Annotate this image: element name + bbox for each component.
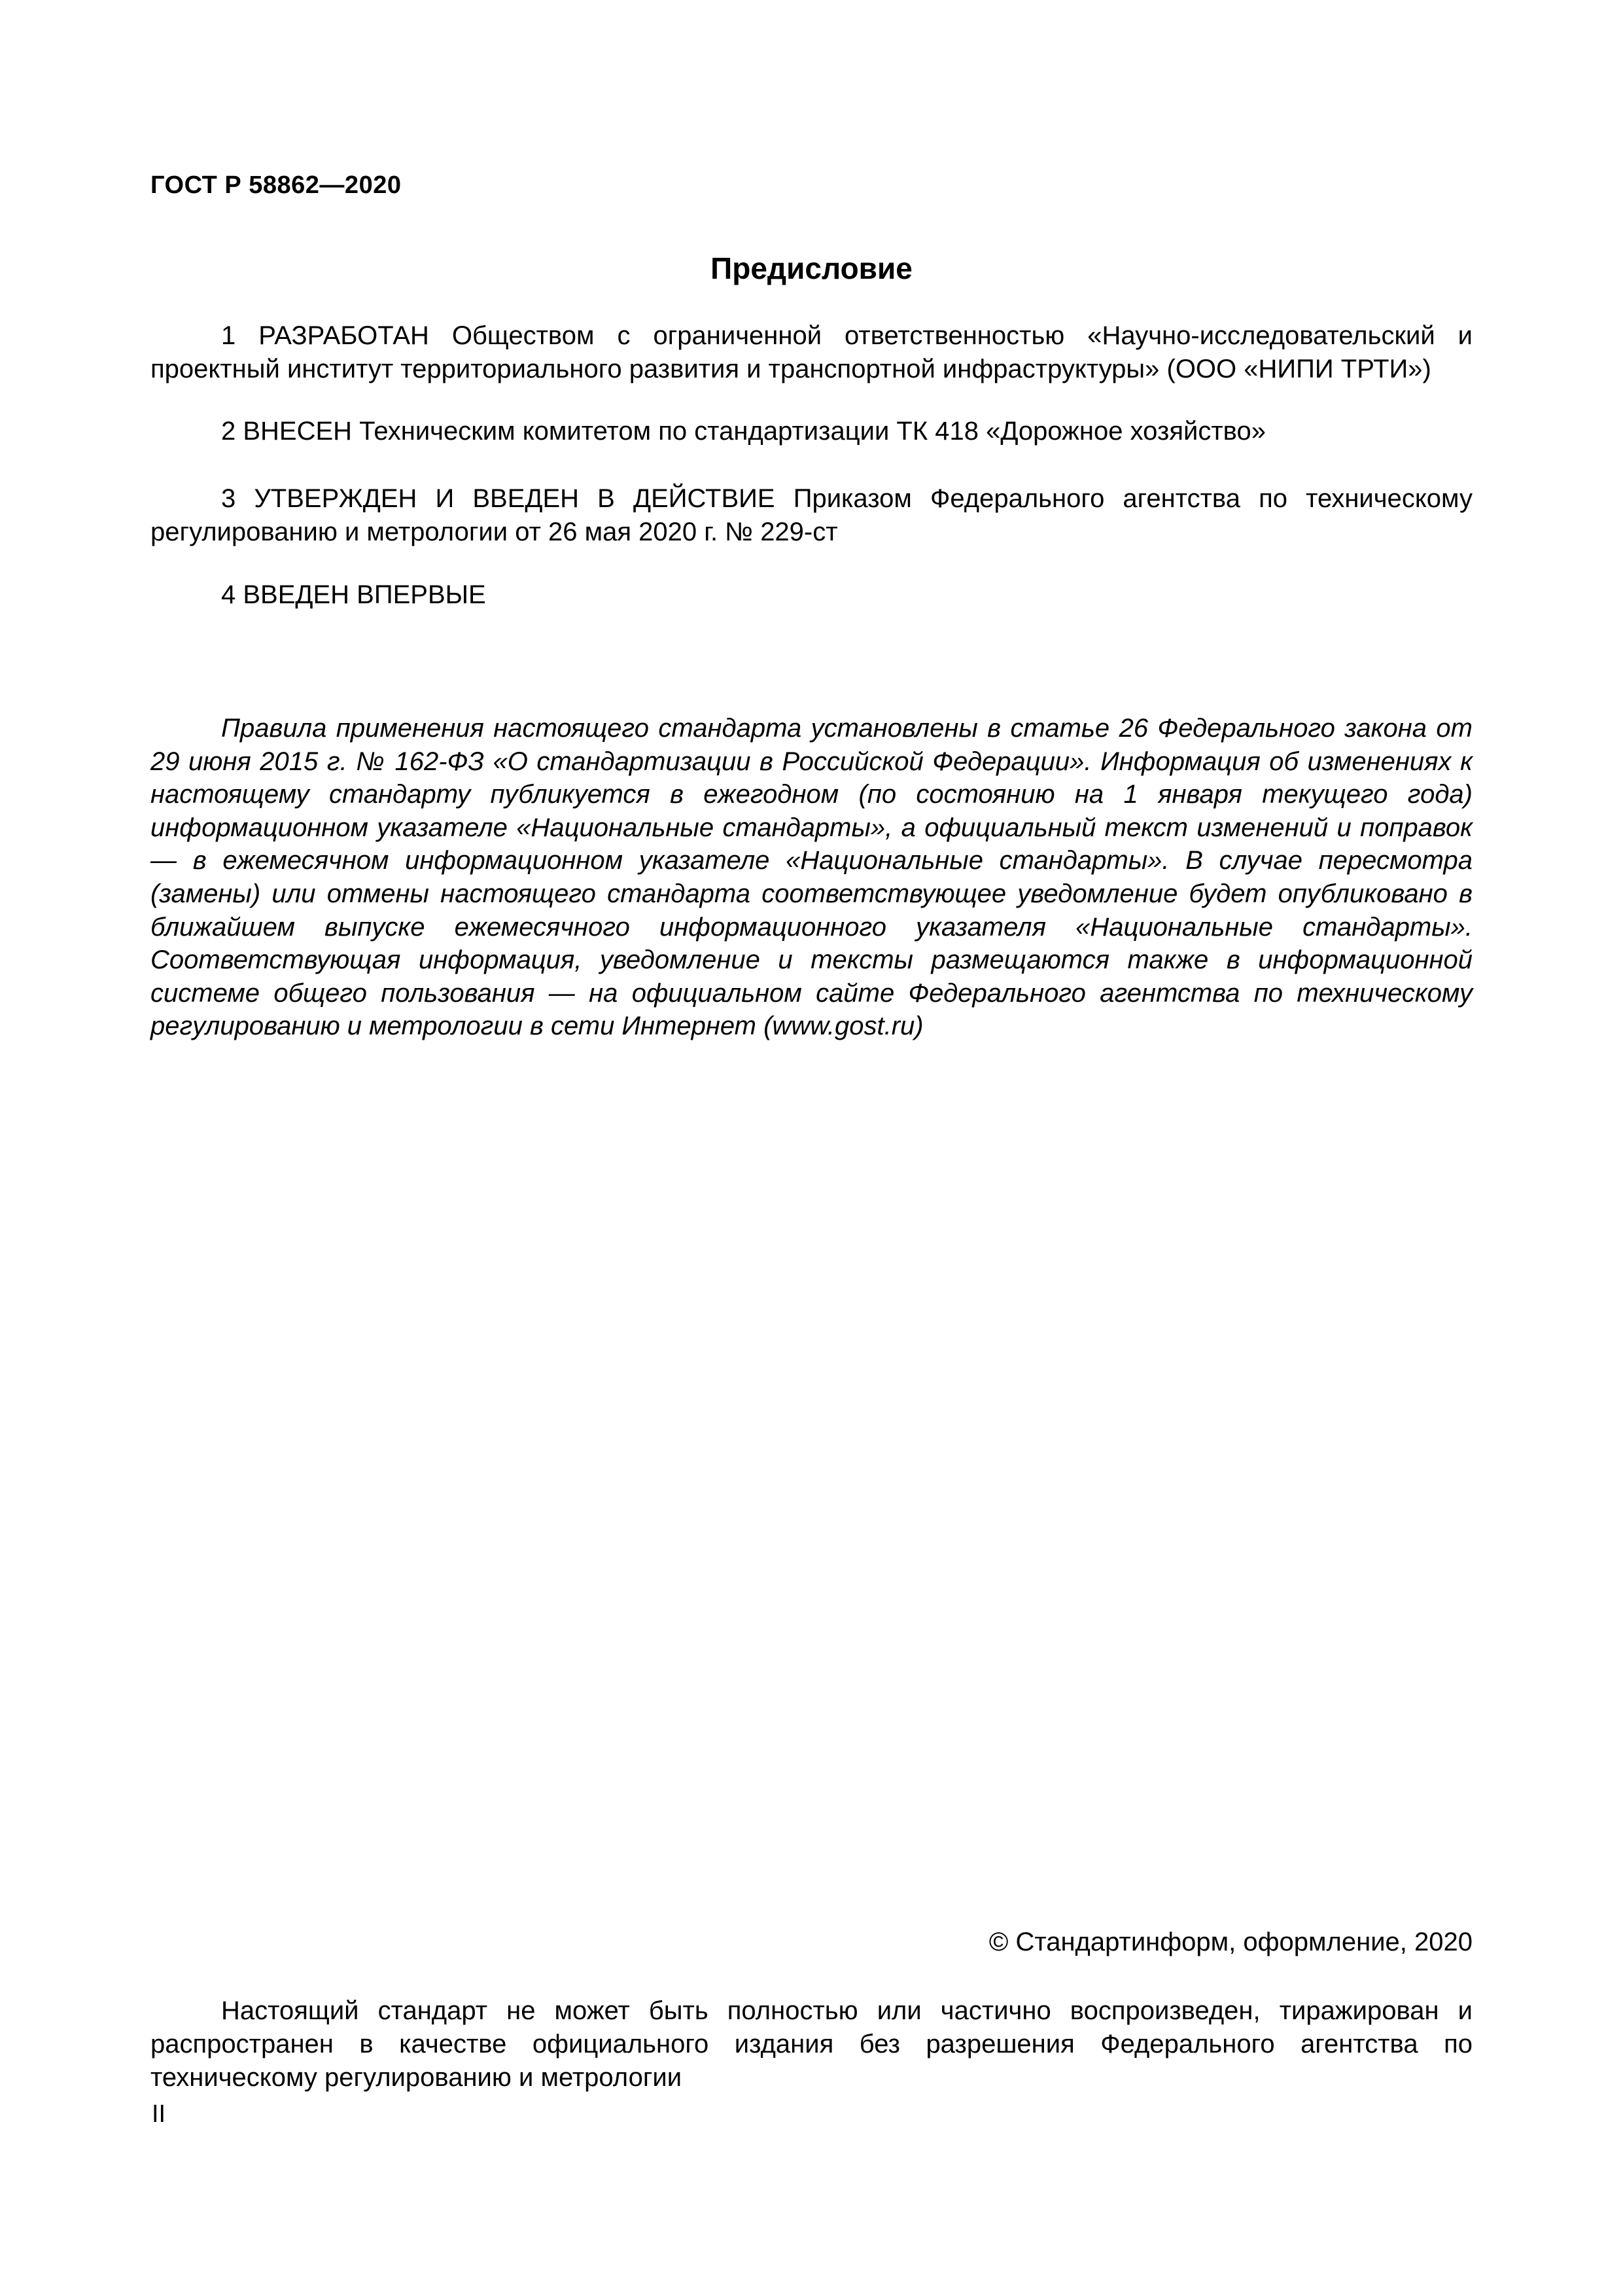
preface-item-approved: 3 УТВЕРЖДЕН И ВВЕДЕН В ДЕЙСТВИЕ Приказом Федерального агентства по техническому регулированию и метрологии от 26 мая 2020 г. № 229-ст bbox=[150, 484, 1473, 546]
reproduction-rights-notice: Настоящий стандарт не может быть полностью или частично воспроизведен, тиражирован и распространен в качестве официального издания без разрешения Федерального агентства по техническому регулированию и метрологии bbox=[150, 1996, 1473, 2092]
document-code: ГОСТ Р 58862—2020 bbox=[150, 171, 402, 199]
application-rules-notice: Правила применения настоящего стандарта установлены в статье 26 Федерального закона от 29 июня 2015 г. № 162-ФЗ «О стандартизации в Российской Федерации». Информация об изменениях к настоящему стандарту публикуется в ежегодном (по состоянию на 1 января текущего года) информационном указателе «Национальные стандарты», а официальный текст изменений и поправок — в ежемесячном информационном указателе «Национальные стандарты». В случае пересмотра (замены) или отмены настоящего стандарта соответствующее уведомление будет опубликовано в ближайшем выпуске ежемесячного информационного указателя «Национальные стандарты». Соответствующая информация, уведомление и тексты размещаются также в информационной системе общего пользования — на официальном сайте Федерального агентства по техническому регулированию и метрологии в сети Интернет (www.gost.ru) bbox=[150, 714, 1473, 1041]
preface-item-introduced: 2 ВНЕСЕН Техническим комитетом по стандартизации ТК 418 «Дорожное хозяйство» bbox=[221, 417, 1266, 446]
preface-item-first-introduced: 4 ВВЕДЕН ВПЕРВЫЕ bbox=[221, 580, 486, 609]
copyright-line: © Стандартинформ, оформление, 2020 bbox=[988, 1928, 1473, 1956]
preface-item-developed: 1 РАЗРАБОТАН Обществом с ограниченной ответственностью «Научно-исследовательский и проектный институт территориального развития и транспортной инфраструктуры» (ООО «НИПИ ТРТИ») bbox=[150, 321, 1473, 383]
page-number: II bbox=[152, 2100, 166, 2128]
page-title: Предисловие bbox=[710, 251, 913, 285]
